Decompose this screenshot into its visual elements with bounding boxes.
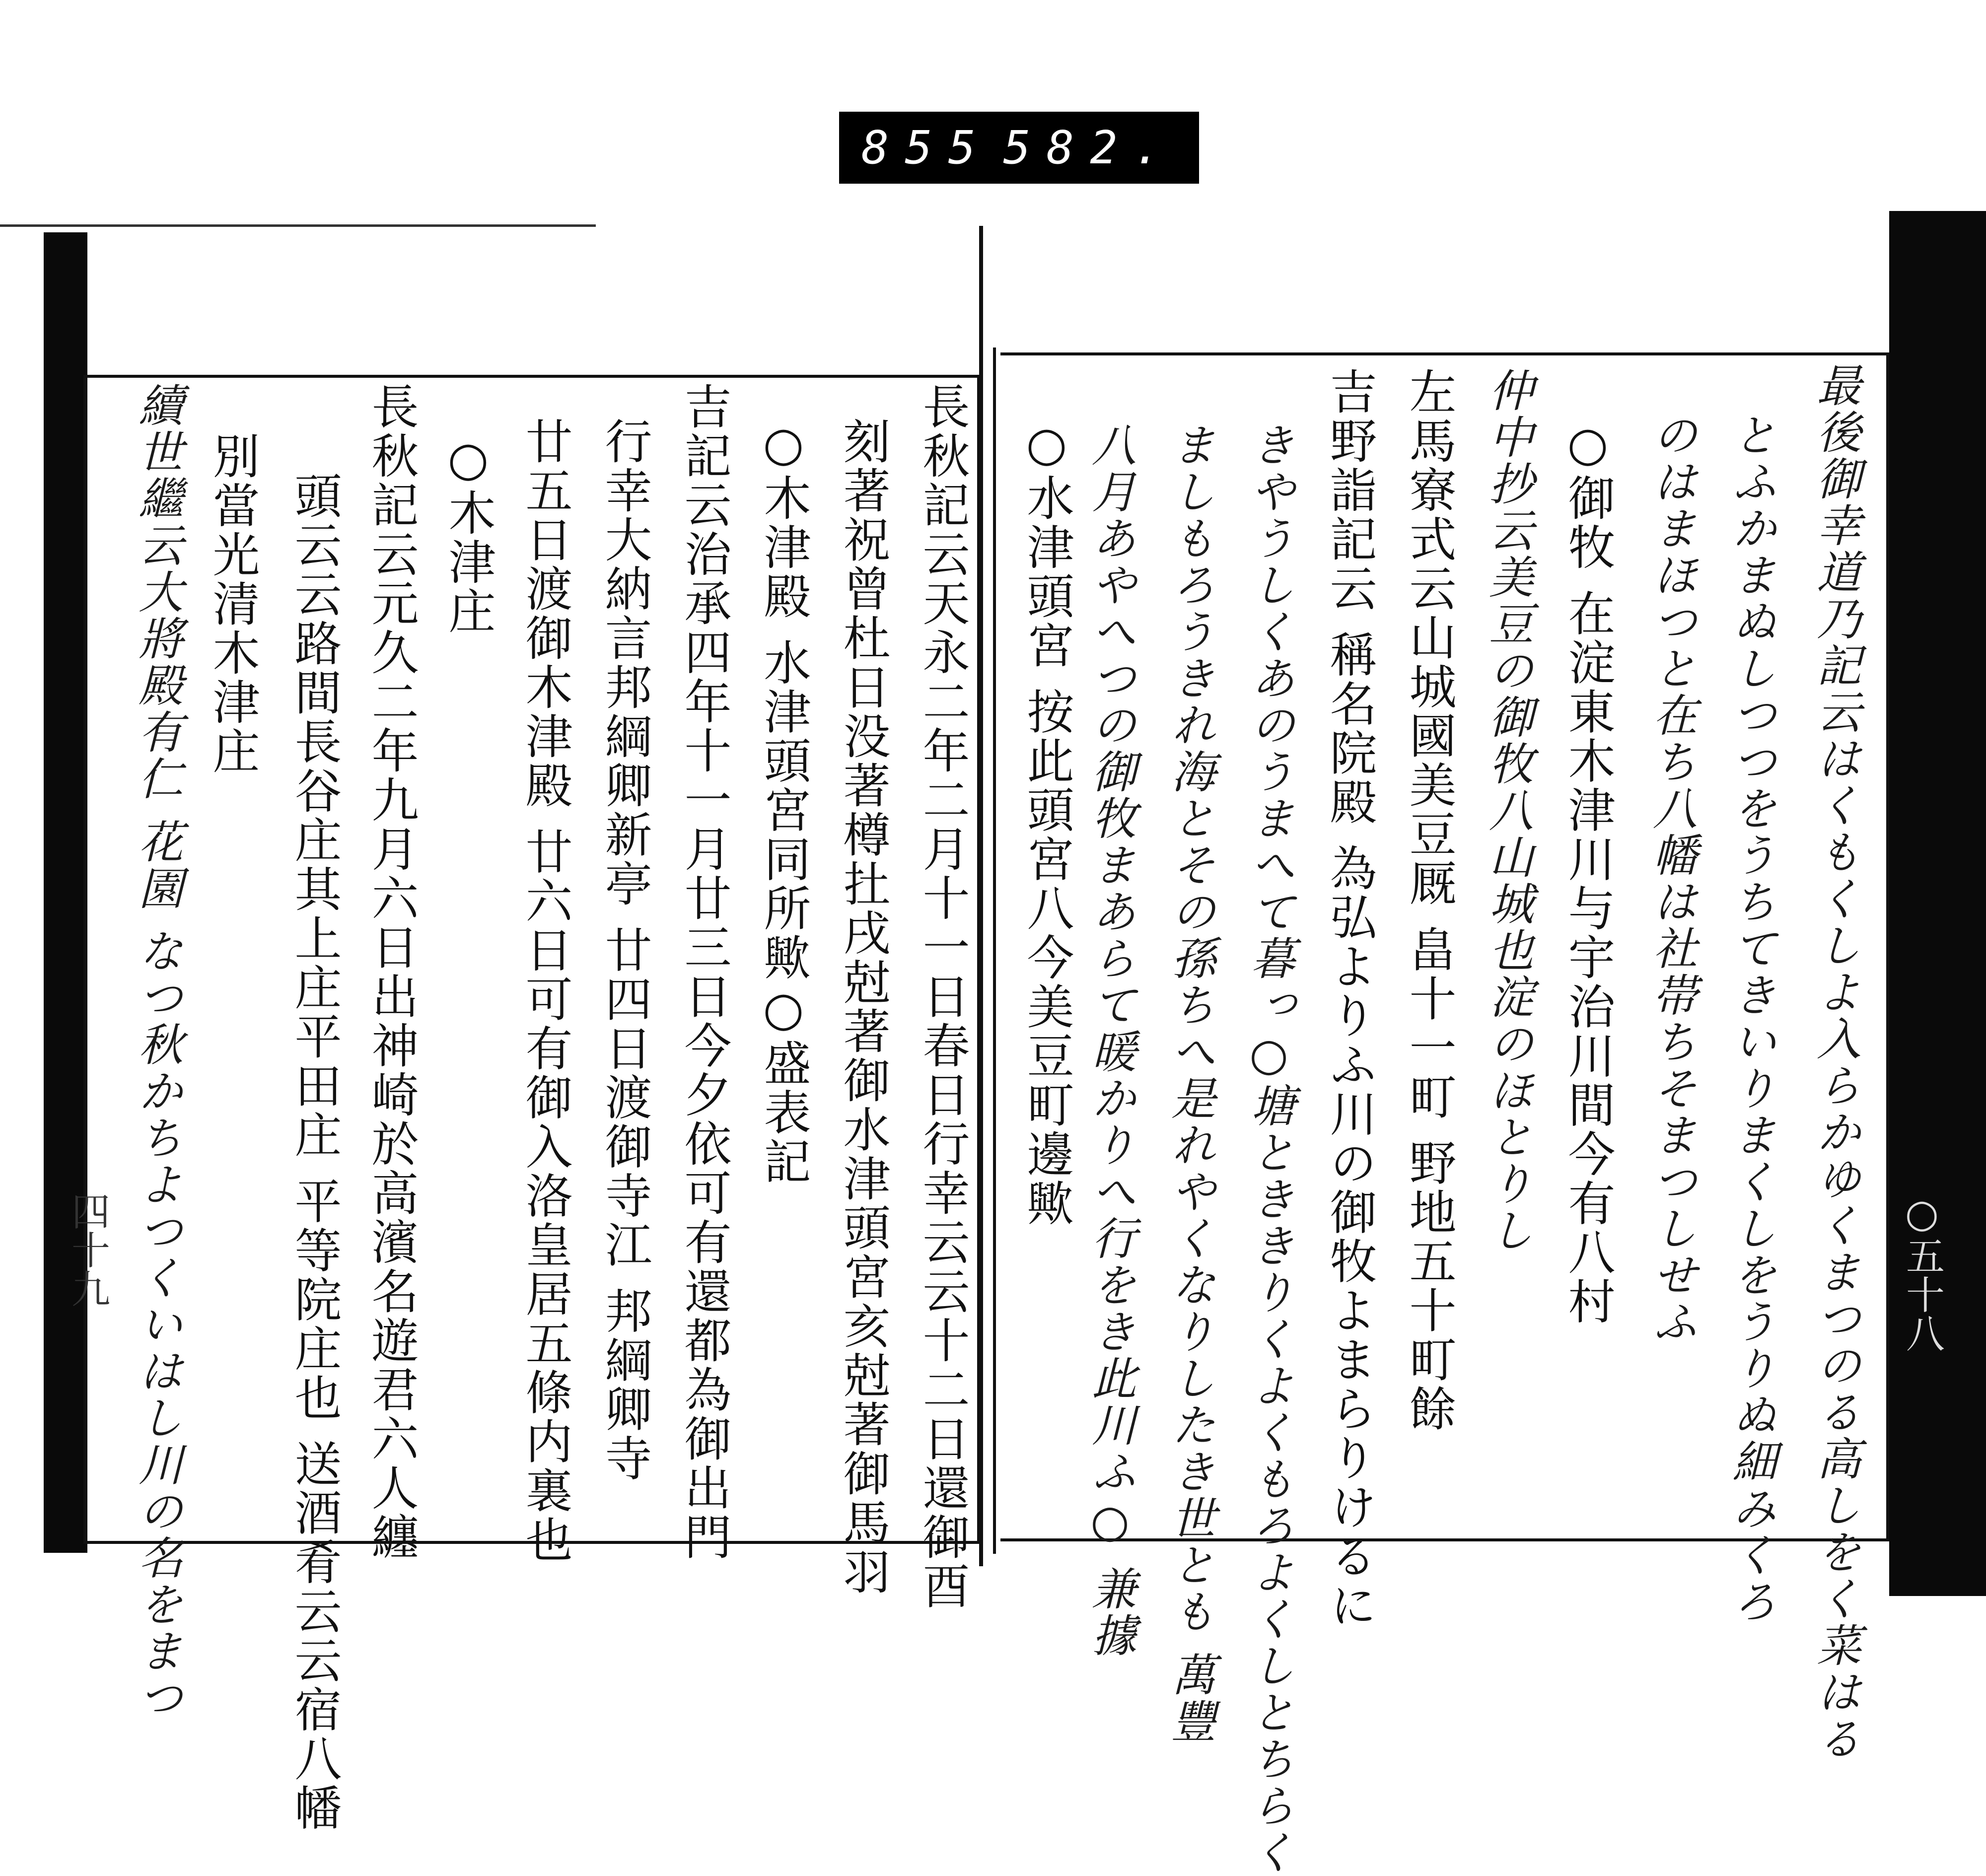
- label-left-number: 855: [861, 121, 992, 174]
- left-column-1: 長秋記云天永二年二月十一日春日行幸云云十二日還御酉: [915, 382, 970, 1611]
- left-column-4: 吉記云治承四年十一月廿三日今夕依可有還都為御出門: [677, 382, 731, 1562]
- center-gutter-inner: [993, 347, 996, 1554]
- left-column-3: ○木津殿 水津頭宮同所歟○盛表記: [756, 417, 811, 1186]
- right-column-4: ○御牧 在淀東木津川与宇治川間今有八村: [1560, 417, 1615, 1326]
- right-column-6: 左馬寮式云山城國美豆厩 畠十一町 野地五十町餘: [1402, 367, 1456, 1434]
- left-column-5: 行幸大納言邦綱卿新亭 廿四日渡御寺江 邦綱卿寺: [597, 417, 652, 1483]
- right-margin-note: ○五十八: [1900, 1191, 1944, 1352]
- label-right-number: 582.: [1003, 121, 1177, 174]
- right-column-9: ましもろうきれ海とその孫ちへ是れやくなりしたき世とも 萬豐: [1163, 422, 1215, 1745]
- left-margin-note: 四十九: [65, 1191, 110, 1308]
- archive-number-label: [839, 112, 1199, 184]
- right-column-1: 最後御幸道乃記云はくもくしよ入らかゆくまつのる高しをく菜はる: [1809, 362, 1861, 1762]
- top-rule: [0, 224, 596, 227]
- left-column-11: 續世繼云大將殿有仁 花園 なつ秋かちよつくいはし川の名をまつ: [131, 382, 183, 1722]
- right-column-2: とふかまぬしつつをうちてきいりまくしをうりぬ細みくろ: [1724, 412, 1776, 1625]
- right-binding-edge: [1889, 211, 1986, 1596]
- left-column-7: ○木津庄: [441, 432, 496, 636]
- left-column-6: 廿五日渡御木津殿 廿六日可有御入洛皇居五條内裏也: [518, 417, 572, 1565]
- left-column-9: 頭云云路間長谷庄其上庄平田庄 平等院庄也 送酒肴云云宿八幡: [287, 472, 342, 1833]
- right-column-11: ○水津頭宮 按此頭宮八今美豆町邊歟: [1019, 417, 1074, 1228]
- right-column-8: きやうしくあのうまへて暮っ○塘とききりくよくもろよくしとちらく: [1243, 422, 1295, 1876]
- right-column-3: のはまほつと在ち八幡は社帯ちそまつしせふ: [1645, 412, 1697, 1345]
- left-column-2: 刻著祝曾杜日没著樽扗戌尅著御水津頭宮亥尅著御馬羽: [836, 417, 890, 1597]
- left-column-8: 長秋記云元久二年九月六日出神崎於高濱名遊君六人纏: [364, 382, 419, 1562]
- left-column-10: 別當光清木津庄: [205, 432, 260, 776]
- right-column-10: 八月あやへつの御牧まあらて暖かりへ行をき此川ふ○ 兼據: [1084, 422, 1136, 1659]
- right-column-7: 吉野詣記云 稱名院殿 為弘よりふ川の御牧よまらりけるに: [1322, 367, 1377, 1630]
- left-binding-edge: [44, 232, 87, 1553]
- right-column-5: 仲中抄云美豆の御牧八山城也淀のほとりし: [1481, 367, 1533, 1254]
